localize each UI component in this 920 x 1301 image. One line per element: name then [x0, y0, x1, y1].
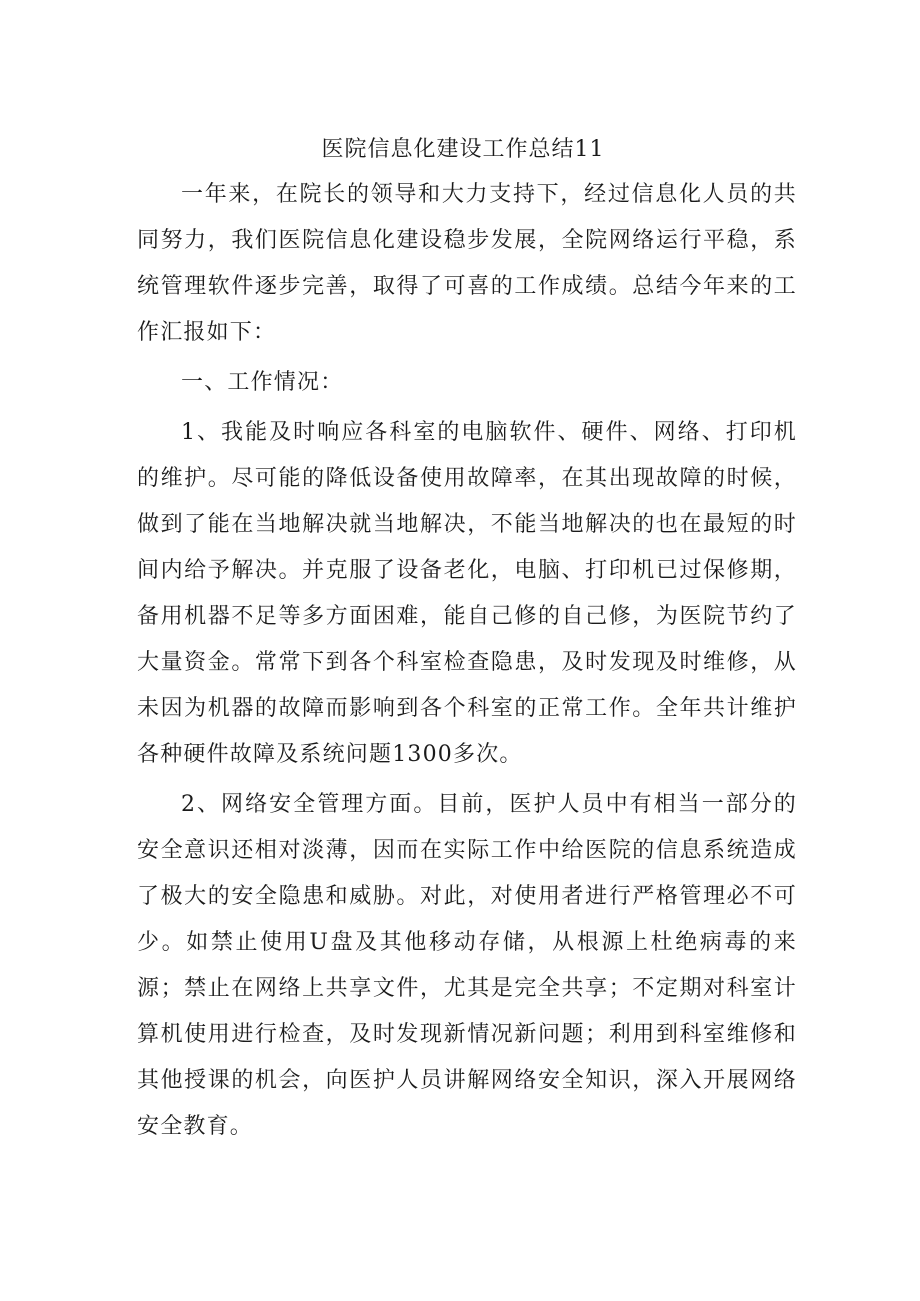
document-title: 医院信息化建设工作总结11	[321, 137, 605, 162]
paragraph-item-1: 1、我能及时响应各科室的电脑软件、硬件、网络、打印机的维护。尽可能的降低设备使用故障率，在其出现故障的时候，做到了能在当地解决就当地解决，不能当地解决的也在最短的时间内给予解决。并克服了设备老化，电脑、打印机已过保修期，备用机器不足等多方面困难，能自己修的自己修，为医院节约了大量资金。常常下到各个科室检查隐患，及时发现及时维修，从未因为机器的故障而影响到各个科室的正常工作。全年共计维护各种硬件故障及系统问题1300多次。	[137, 420, 797, 767]
paragraph-intro: 一年来，在院长的领导和大力支持下，经过信息化人员的共同努力，我们医院信息化建设稳步发展，全院网络运行平稳，系统管理软件逐步完善，取得了可喜的工作成绩。总结今年来的工作汇报如下：	[137, 182, 797, 345]
document-page	[137, 130, 797, 1154]
paragraph-section-heading: 一、工作情况：	[181, 370, 344, 395]
paragraph-item-2: 2、网络安全管理方面。目前，医护人员中有相当一部分的安全意识还相对淡薄，因而在实际工作中给医院的信息系统造成了极大的安全隐患和威胁。对此，对使用者进行严格管理必不可少。如禁止使用U盘及其他移动存储，从根源上杜绝病毒的来源；禁止在网络上共享文件，尤其是完全共享；不定期对科室计算机使用进行检查，及时发现新情况新问题；利用到科室维修和其他授课的机会，向医护人员讲解网络安全知识，深入开展网络安全教育。	[137, 792, 797, 1139]
